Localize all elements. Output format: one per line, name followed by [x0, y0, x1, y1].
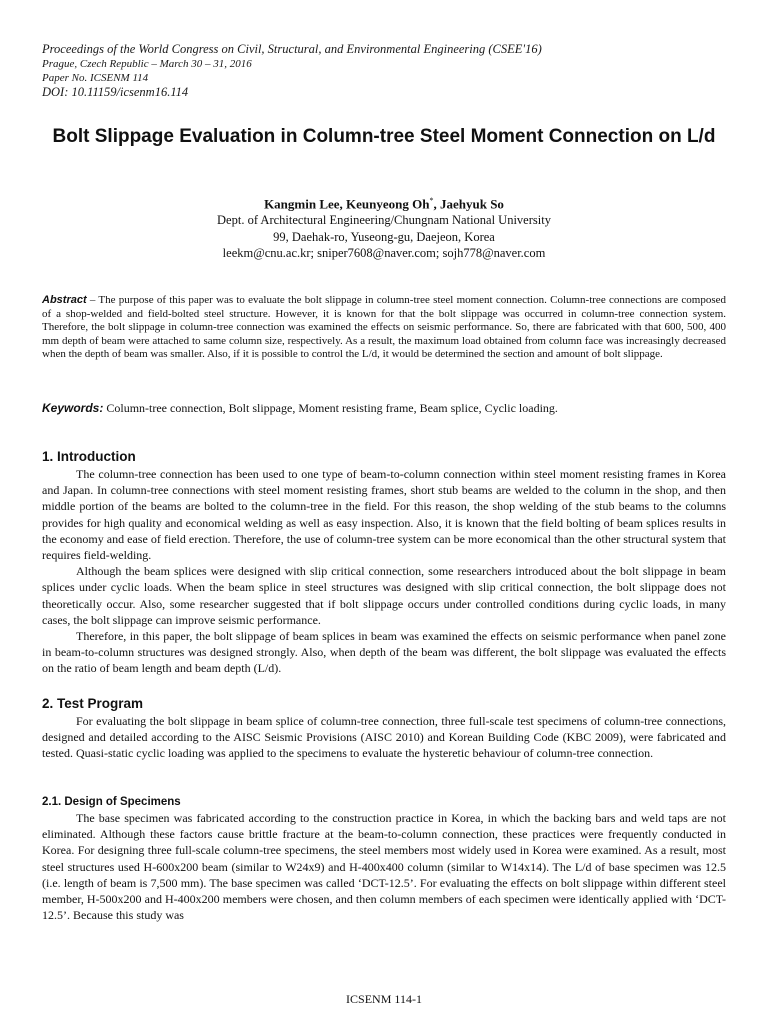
abstract [42, 294, 726, 362]
subsection-body-design-of-specimens [42, 810, 726, 923]
author-names-b: , Jaehyuk So [433, 196, 504, 212]
abstract-label: Abstract [42, 294, 87, 306]
paragraph: For evaluating the bolt slippage in beam splice of column-tree connection, three full-scale test specimens of column-tree connections, designed and detailed according to the AISC Seismic Provisions (AISC 2010) and Korean Building Code (KBC 2009), were fabricated and tested. Quasi-static cyclic loading was applied to the specimens to evaluate the hysteretic behaviour of column-tree connection. [42, 714, 726, 761]
page-footer: ICSENM 114-1 [346, 992, 422, 1006]
section-body-test-program [42, 713, 726, 762]
keywords-colon: : [99, 401, 104, 415]
proceedings-title: Proceedings of the World Congress on Civil, Structural, and Environmental Engineering (CSEE'16) [42, 42, 542, 56]
proceedings-header [42, 42, 542, 100]
section-heading-introduction: 1. Introduction [42, 449, 136, 464]
paragraph: The column-tree connection has been used to one type of beam-to-column connection within steel moment resisting frames in Korea and Japan. In column-tree connections with steel moment resisting frames, short stub beams are welded to the column in the shop, and then middle portion of the beams are bolted to the column-tree in the field. For this reason, the shop welding of the stub beams to the columns provides for high quality and economical welding as well as easy inspection. Also, it is known that the field bolting of beam splices results in the economy and ease of field erection. Therefore, the use of column-tree system can be more economical than the other structural system that requires field-welding. [42, 467, 726, 563]
author-list [42, 196, 726, 212]
keywords-label: Keywords [42, 401, 100, 415]
affiliation [42, 212, 726, 262]
abstract-text: – The purpose of this paper was to evaluate the bolt slippage in column-tree steel moment connection. Column-tree connections are composed of a shop-welded and field-bolted steel structure. However, it is known for that the bolt slippage was occurred in column-tree connection system. Therefore, the bolt slippage in column-tree connection was examined the effects on seismic performance. So, there are fabricated with that 600, 500, 400 mm depth of beam were attached to same column size, respectively. As a result, the maximum load obtained from column face was increasingly decreased when the depth of beam was smaller. Also, if it is possible to control the L/d, it would be determined the section and amount of bolt slippage. [42, 294, 726, 361]
affiliation-dept: Dept. of Architectural Engineering/Chungnam National University [217, 213, 551, 227]
paper-number: Paper No. ICSENM 114 [42, 72, 149, 84]
keywords [42, 401, 726, 416]
paragraph: Although the beam splices were designed with slip critical connection, some researchers introduced about the bolt slippage in beam splices under cyclic loads. When the beam splice in steel structures was designed with slip critical connection, the bolt slippage does not theoretically occur. Also, some researcher suggested that if bolt slippage occurs under controlled conditions during cyclic loads, in many cases, the bolt slippage can improve seismic performance. [42, 564, 726, 627]
affiliation-address: 99, Daehak-ro, Yuseong-gu, Daejeon, Korea [273, 229, 495, 244]
subsection-heading-design-of-specimens: 2.1. Design of Specimens [42, 796, 181, 808]
doi: DOI: 10.11159/icsenm16.114 [42, 85, 189, 99]
conference-location: Prague, Czech Republic – March 30 – 31, 2016 [42, 58, 252, 70]
author-names-a: Kangmin Lee, Keunyeong Oh [264, 196, 430, 212]
paragraph: The base specimen was fabricated according to the construction practice in Korea, in which the backing bars and weld taps are not eliminated. Although these factors cause brittle fracture at the beam-to-column connection, these practices were frequently conducted in Korea. For designing three full-scale column-tree specimens, the steel members most widely used in Korea were examined. As a result, most steel structures used H-600x200 beam (similar to W24x9) and H-400x400 column (similar to W14x14). The L/d of base specimen was 12.5 (i.e. length of beam is 7,500 mm). The base specimen was called ‘DCT-12.5’. For evaluating the effects on bolt slippage within different steel member, H-500x200 and H-400x200 members were chosen, and then column members of each specimen were identically applied with ‘DCT-12.5’. Because this study was [42, 811, 726, 923]
paper-title: Bolt Slippage Evaluation in Column-tree Steel Moment Connection on L/d [52, 126, 716, 147]
keywords-text: Column-tree connection, Bolt slippage, Moment resisting frame, Beam splice, Cyclic loading. [103, 401, 558, 415]
section-body-introduction [42, 466, 726, 677]
section-heading-test-program: 2. Test Program [42, 696, 144, 711]
corresponding-author-mark: * [429, 196, 434, 205]
author-emails: leekm@cnu.ac.kr; sniper7608@naver.com; sojh778@naver.com [222, 246, 546, 260]
paragraph: Therefore, in this paper, the bolt slippage of beam splices in beam was examined the effects on seismic performance when panel zone in beam-to-column structures was designed strongly. Also, when depth of the beam was different, the bolt slippage was evaluated the effects on the ratio of beam length and beam depth (L/d). [42, 629, 726, 676]
